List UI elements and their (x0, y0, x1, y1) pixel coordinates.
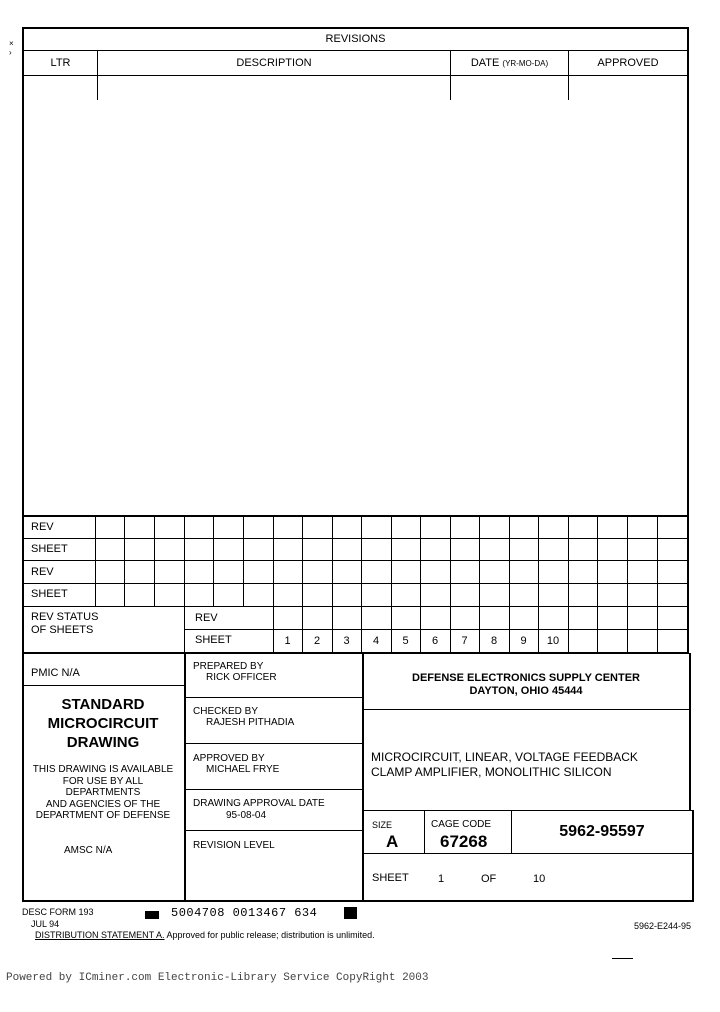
sheet-number: 4 (372, 635, 380, 647)
prepared-by-name: RICK OFFICER (206, 672, 277, 683)
col-approved-header: APPROVED (597, 57, 659, 69)
of-value: 10 (533, 873, 546, 885)
drawing-title: MICROCIRCUIT, LINEAR, VOLTAGE FEEDBACK (371, 750, 638, 764)
prepared-by-label: PREPARED BY (193, 661, 264, 672)
sheet-number: 8 (490, 635, 498, 647)
checked-by-label: CHECKED BY (193, 706, 259, 717)
of-label: OF (481, 873, 497, 885)
sheet-number: 10 (546, 635, 560, 647)
rev-status-rev-label: REV (195, 612, 218, 624)
sheet-number: 5 (402, 635, 409, 647)
availability-text: AND AGENCIES OF THE (45, 799, 161, 810)
rev-status-label: OF SHEETS (31, 624, 94, 636)
col-ltr-header: LTR (50, 57, 71, 69)
approval-date-label: DRAWING APPROVAL DATE (193, 798, 325, 809)
distribution-statement: DISTRIBUTION STATEMENT A. Approved for public release; distribution is unlimited. (35, 930, 375, 940)
sheet-number: 1 (284, 635, 291, 647)
rev-status-label: REV STATUS (31, 611, 99, 623)
sheet-number: 7 (461, 635, 468, 647)
col-date-header: DATE (YR-MO-DA) (470, 57, 549, 69)
barcode-number: 5004708 0013467 634 (171, 906, 318, 920)
grid-row-label: SHEET (31, 588, 68, 600)
rev-status-sheet-label: SHEET (195, 634, 232, 646)
standard-title: DRAWING (66, 734, 140, 751)
drawing-title: CLAMP AMPLIFIER, MONOLITHIC SILICON (371, 765, 612, 779)
margin-mark: › (9, 48, 12, 57)
approval-date-value: 95-08-04 (226, 810, 267, 821)
powered-by-notice: Powered by ICminer.com Electronic-Library Service CopyRight 2003 (6, 972, 429, 984)
grid-row-label: REV (31, 521, 54, 533)
sheet-value: 1 (438, 873, 445, 885)
amsc-label: AMSC N/A (64, 845, 113, 856)
availability-text: DEPARTMENT OF DEFENSE (35, 810, 171, 821)
cage-code-value: 67268 (440, 832, 488, 851)
agency-address: DAYTON, OHIO 45444 (469, 685, 583, 697)
agency-name: DEFENSE ELECTRONICS SUPPLY CENTER (412, 672, 640, 684)
size-value: A (386, 832, 399, 851)
barcode-mark-right (344, 907, 357, 919)
sheet-number: 6 (431, 635, 439, 647)
grid-row-label: SHEET (31, 543, 68, 555)
availability-text: DEPARTMENTS (65, 787, 141, 798)
cage-code-label: CAGE CODE (431, 819, 492, 830)
form-date: JUL 94 (31, 919, 60, 929)
size-label: SIZE (372, 820, 393, 830)
standard-title: STANDARD (61, 696, 145, 713)
standard-title: MICROCIRCUIT (47, 715, 159, 732)
form-number: DESC FORM 193 (22, 907, 94, 917)
sheet-number: 2 (313, 635, 321, 647)
checked-by-name: RAJESH PITHADIA (206, 717, 295, 728)
margin-mark: × (9, 39, 14, 48)
revision-level-label: REVISION LEVEL (193, 840, 275, 851)
grid-row-label: REV (31, 566, 54, 578)
sheet-number: 3 (343, 635, 350, 647)
availability-text: THIS DRAWING IS AVAILABLE (32, 764, 174, 775)
approved-by-label: APPROVED BY (193, 753, 265, 764)
sheet-label: SHEET (372, 872, 409, 884)
barcode-mark-left (145, 911, 159, 919)
col-description-header: DESCRIPTION (236, 57, 312, 69)
availability-text: FOR USE BY ALL (62, 776, 144, 787)
approved-by-name: MICHAEL FRYE (206, 764, 280, 775)
revisions-title: REVISIONS (325, 33, 386, 45)
sheet-number: 9 (520, 635, 527, 647)
document-code: 5962-E244-95 (634, 921, 692, 931)
pmic-label: PMIC N/A (31, 667, 80, 679)
drawing-number: 5962-95597 (559, 823, 645, 840)
